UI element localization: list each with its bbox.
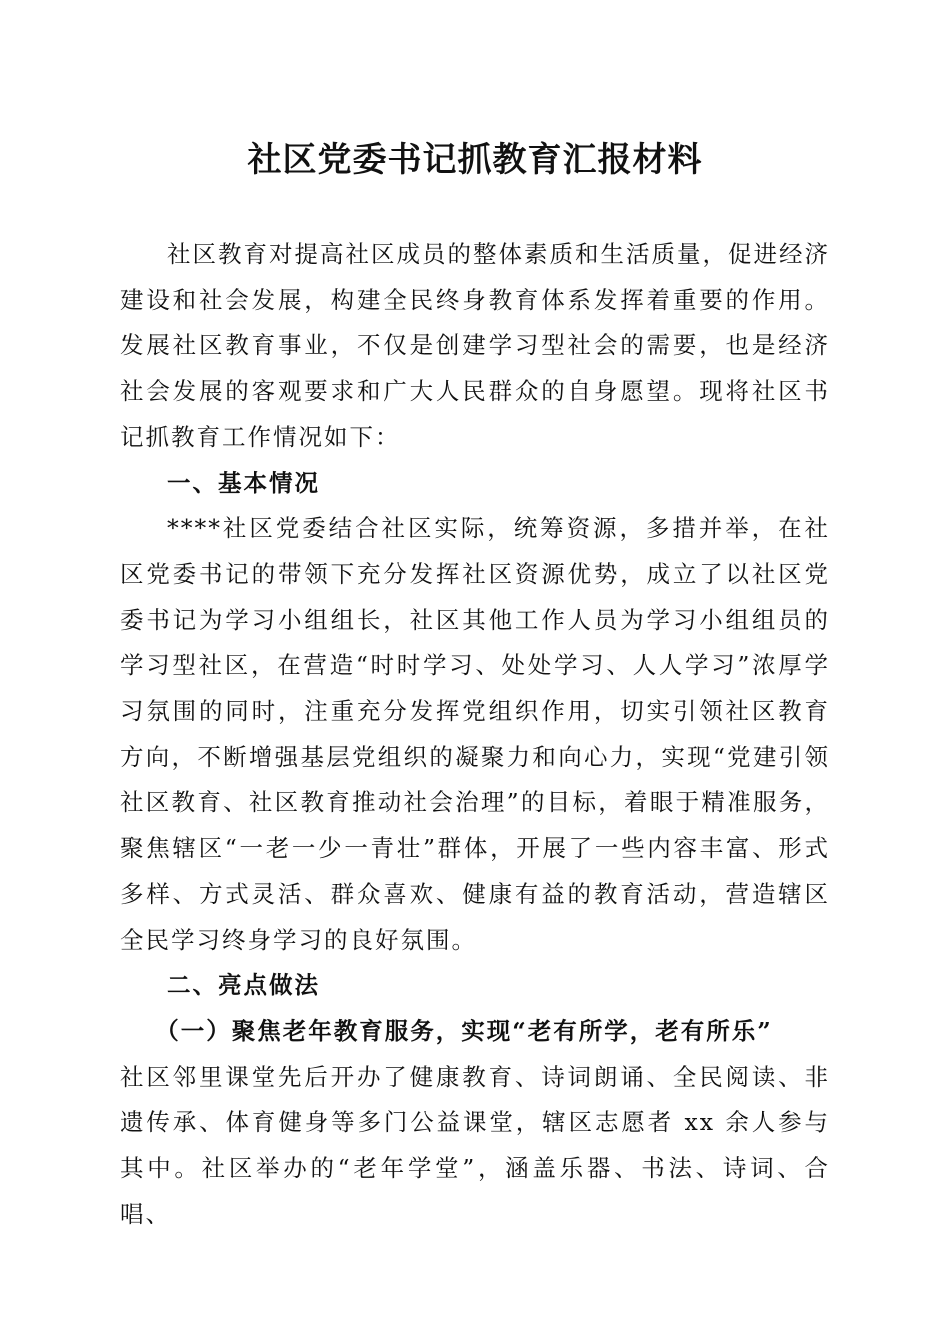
subsection-1-paragraph: 社区邻里课堂先后开办了健康教育、诗词朗诵、全民阅读、非遗传承、体育健身等多门公益课堂，辖区志愿者 xx 余人参与其中。社区举办的“老年学堂”，涵盖乐器、书法、诗词、合唱、: [120, 1062, 830, 1228]
subsection-1-heading: （一）聚焦老年教育服务，实现“老有所学，老有所乐”: [155, 1016, 773, 1045]
document-title: 社区党委书记抓教育汇报材料: [247, 140, 703, 180]
document-body: [120, 232, 830, 1237]
section-1-heading: 一、基本情况: [167, 468, 320, 497]
section-1-paragraph: ****社区党委结合社区实际，统筹资源，多措并举，在社区党委书记的带领下充分发挥社区资源优势，成立了以社区党委书记为学习小组组长，社区其他工作人员为学习小组组员的学习型社区，在营造“时时学习、处处学习、人人学习”浓厚学习氛围的同时，注重充分发挥党组织作用，切实引领社区教育方向，不断增强基层党组织的凝聚力和向心力，实现“党建引领社区教育、社区教育推动社会治理”的目标，着眼于精准服务，聚焦辖区“一老一少一青壮”群体，开展了一些内容丰富、形式多样、方式灵活、群众喜欢、健康有益的教育活动，营造辖区全民学习终身学习的良好氛围。: [120, 514, 830, 954]
intro-paragraph: 社区教育对提高社区成员的整体素质和生活质量，促进经济建设和社会发展，构建全民终身教育体系发挥着重要的作用。发展社区教育事业，不仅是创建学习型社会的需要，也是经济社会发展的客观要求和广大人民群众的自身愿望。现将社区书记抓教育工作情况如下：: [120, 240, 830, 451]
section-2-heading: 二、亮点做法: [167, 971, 320, 1000]
